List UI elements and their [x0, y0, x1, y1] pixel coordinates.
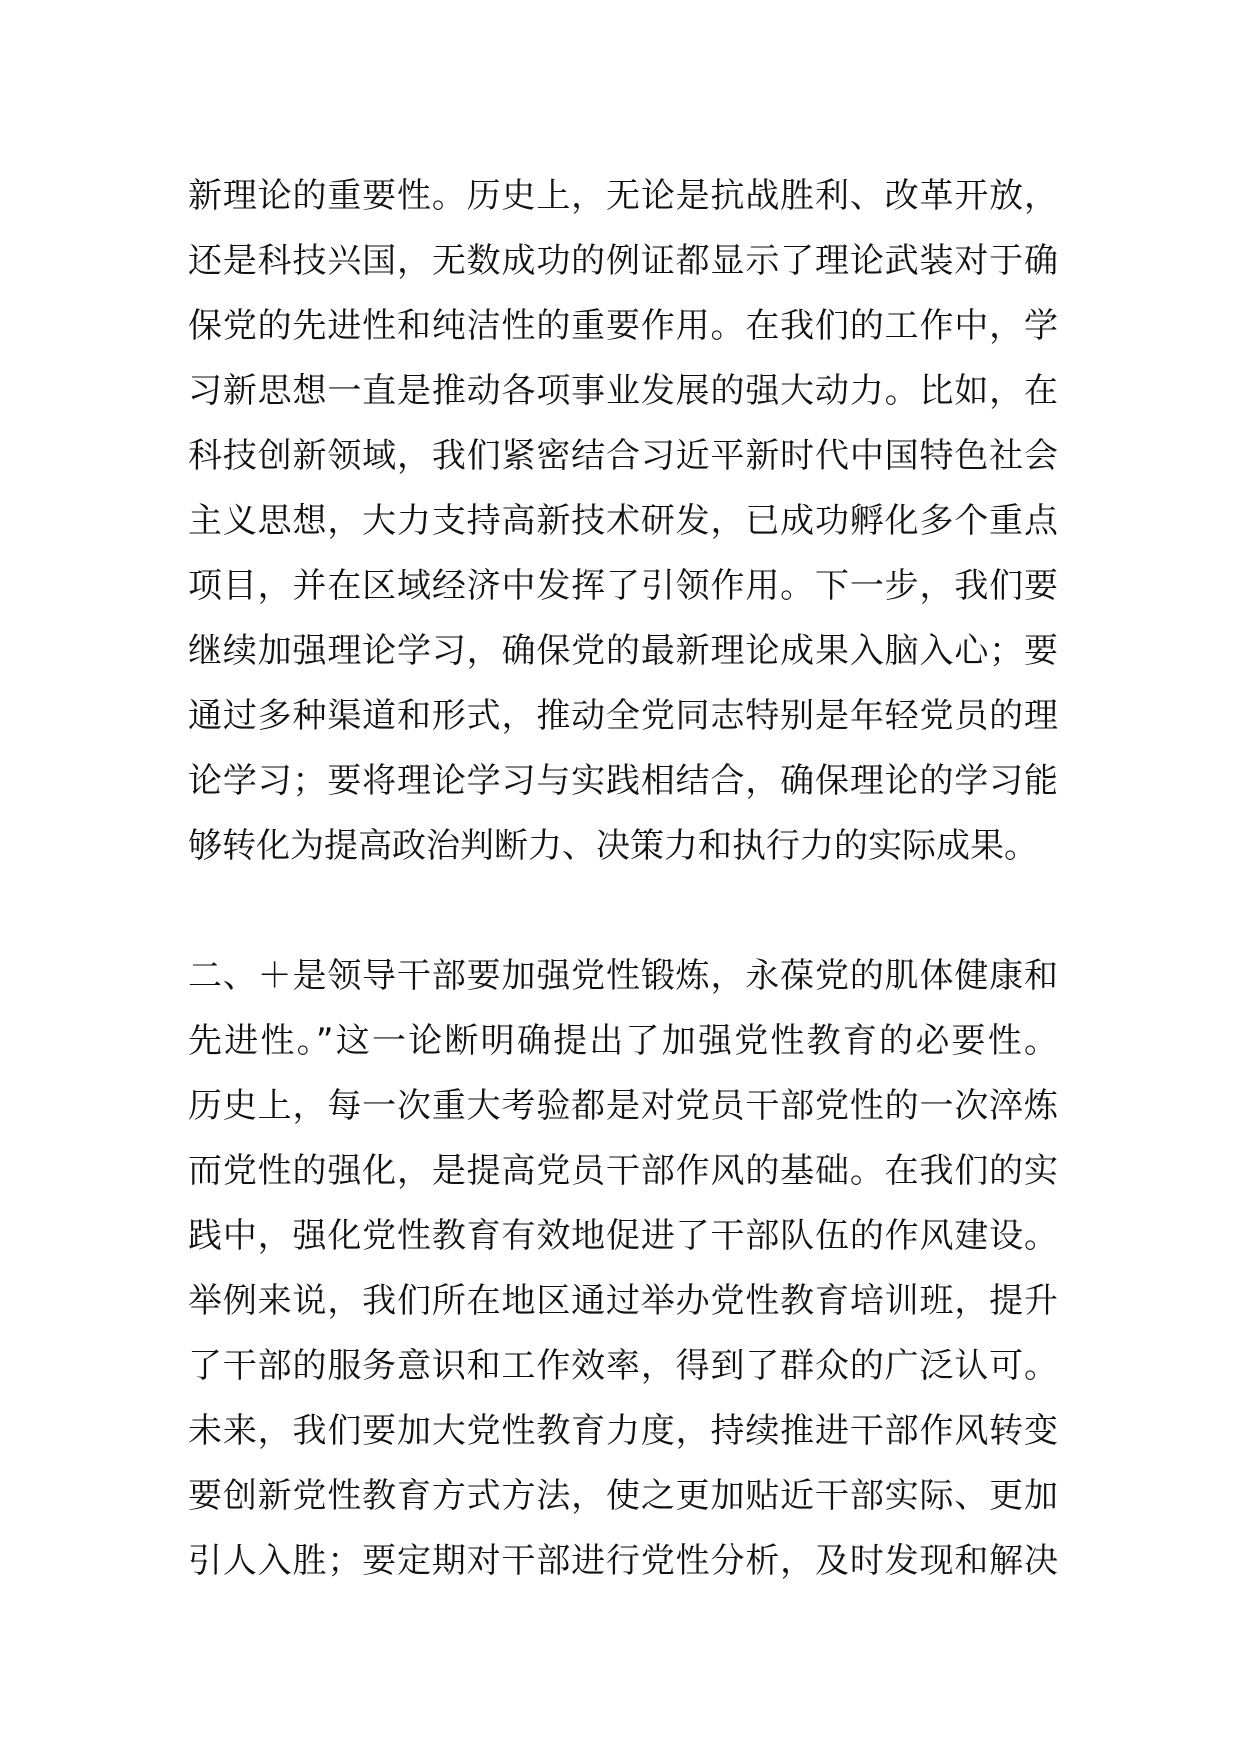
text-line: 新理论的重要性。历史上，无论是抗战胜利、改革开放， [188, 176, 1058, 216]
paragraph-theory-study [188, 164, 1058, 879]
text-line: 引人入胜；要定期对干部进行党性分析，及时发现和解决 [188, 1541, 1058, 1581]
text-line: 习新思想一直是推动各项事业发展的强大动力。比如，在 [188, 371, 1058, 411]
text-line: 够转化为提高政治判断力、决策力和执行力的实际成果。 [188, 826, 1038, 866]
text-line: 继续加强理论学习，确保党的最新理论成果入脑入心；要 [188, 631, 1058, 671]
text-line: 要创新党性教育方式方法，使之更加贴近干部实际、更加 [188, 1476, 1058, 1516]
text-line: 项目，并在区域经济中发挥了引领作用。下一步，我们要 [188, 566, 1058, 606]
text-line: 践中，强化党性教育有效地促进了干部队伍的作风建设。 [188, 1216, 1058, 1256]
text-line: 先进性。”这一论断明确提出了加强党性教育的必要性。 [188, 1021, 1058, 1061]
text-line: 主义思想，大力支持高新技术研发，已成功孵化多个重点 [188, 501, 1058, 541]
section-heading-line: 二、＋是领导干部要加强党性锻炼，永葆党的肌体健康和 [188, 956, 1058, 996]
text-line: 举例来说，我们所在地区通过举办党性教育培训班，提升 [188, 1281, 1058, 1321]
text-line: 通过多种渠道和形式，推动全党同志特别是年轻党员的理 [188, 696, 1058, 736]
paragraph-party-spirit [188, 944, 1058, 1594]
text-line: 未来，我们要加大党性教育力度，持续推进干部作风转变 [188, 1411, 1058, 1451]
text-line: 了干部的服务意识和工作效率，得到了群众的广泛认可。 [188, 1346, 1058, 1386]
text-line: 而党性的强化，是提高党员干部作风的基础。在我们的实 [188, 1151, 1058, 1191]
text-line: 还是科技兴国，无数成功的例证都显示了理论武装对于确 [188, 241, 1058, 281]
text-line: 科技创新领域，我们紧密结合习近平新时代中国特色社会 [188, 436, 1058, 476]
text-line: 保党的先进性和纯洁性的重要作用。在我们的工作中，学 [188, 306, 1058, 346]
text-line: 历史上，每一次重大考验都是对党员干部党性的一次淬炼 [188, 1086, 1058, 1126]
text-line: 论学习；要将理论学习与实践相结合，确保理论的学习能 [188, 761, 1058, 801]
